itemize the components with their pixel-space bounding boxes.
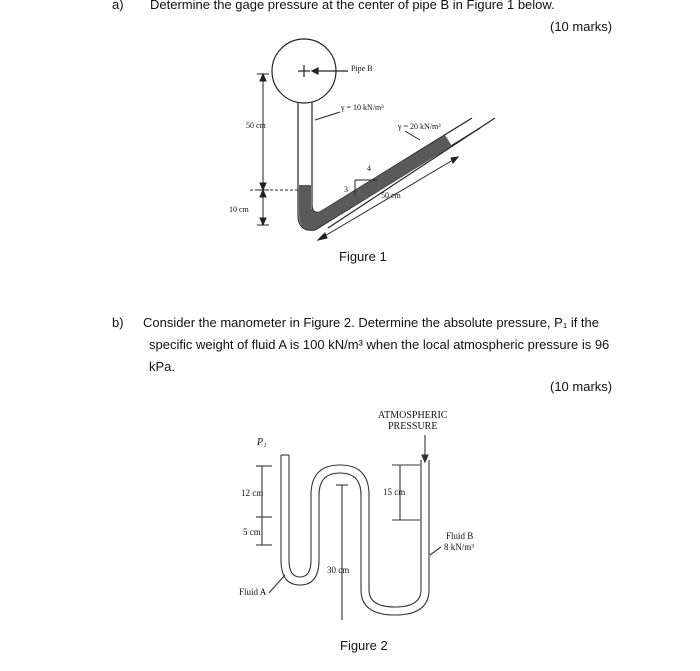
atmospheric-label-2: PRESSURE (388, 421, 438, 432)
pipe-b-label: Pipe B (351, 64, 373, 73)
fluid-a-label: Fluid A (239, 587, 267, 597)
part-b-line-2: specific weight of fluid A is 100 kN/m³ when the local atmospheric pressure is 96 (149, 337, 610, 352)
dim-12cm-label: 12 cm (241, 488, 264, 498)
dim-5cm-label: 5 cm (243, 527, 261, 537)
gamma-1-label: γ = 10 kN/m³ (341, 103, 384, 112)
dim-15cm-label: 15 cm (383, 487, 406, 497)
part-b-line-3: kPa. (149, 359, 176, 374)
slope-4-label: 4 (367, 164, 371, 173)
part-a-label: a) (112, 0, 124, 12)
p1-label: P₁ (257, 437, 267, 448)
part-b-marks: (10 marks) (550, 379, 613, 394)
part-a-question: Determine the gage pressure at the center of pipe B in Figure 1 below. (150, 0, 555, 12)
gamma-2-label: γ = 20 kN/m³ (398, 122, 441, 131)
slope-3-label: 3 (344, 185, 348, 194)
part-a-marks: (10 marks) (550, 19, 613, 34)
atmospheric-label-1: ATMOSPHERIC (378, 410, 448, 421)
dim-30cm-label: 30 cm (327, 565, 350, 575)
fluid-b-label: Fluid B (446, 531, 474, 541)
fluid-b-weight-label: 8 kN/m³ (444, 542, 474, 552)
dim-50cm-incline-label: 50 cm (381, 191, 401, 200)
figure-2-caption: Figure 2 (340, 638, 388, 653)
dim-10cm-label: 10 cm (229, 205, 249, 214)
dim-50cm-label: 50 cm (246, 121, 266, 130)
part-b-label: b) (112, 315, 124, 330)
figure-1-caption: Figure 1 (339, 249, 387, 264)
part-b-line-1: Consider the manometer in Figure 2. Determine the absolute pressure, P₁ if the (143, 315, 600, 330)
